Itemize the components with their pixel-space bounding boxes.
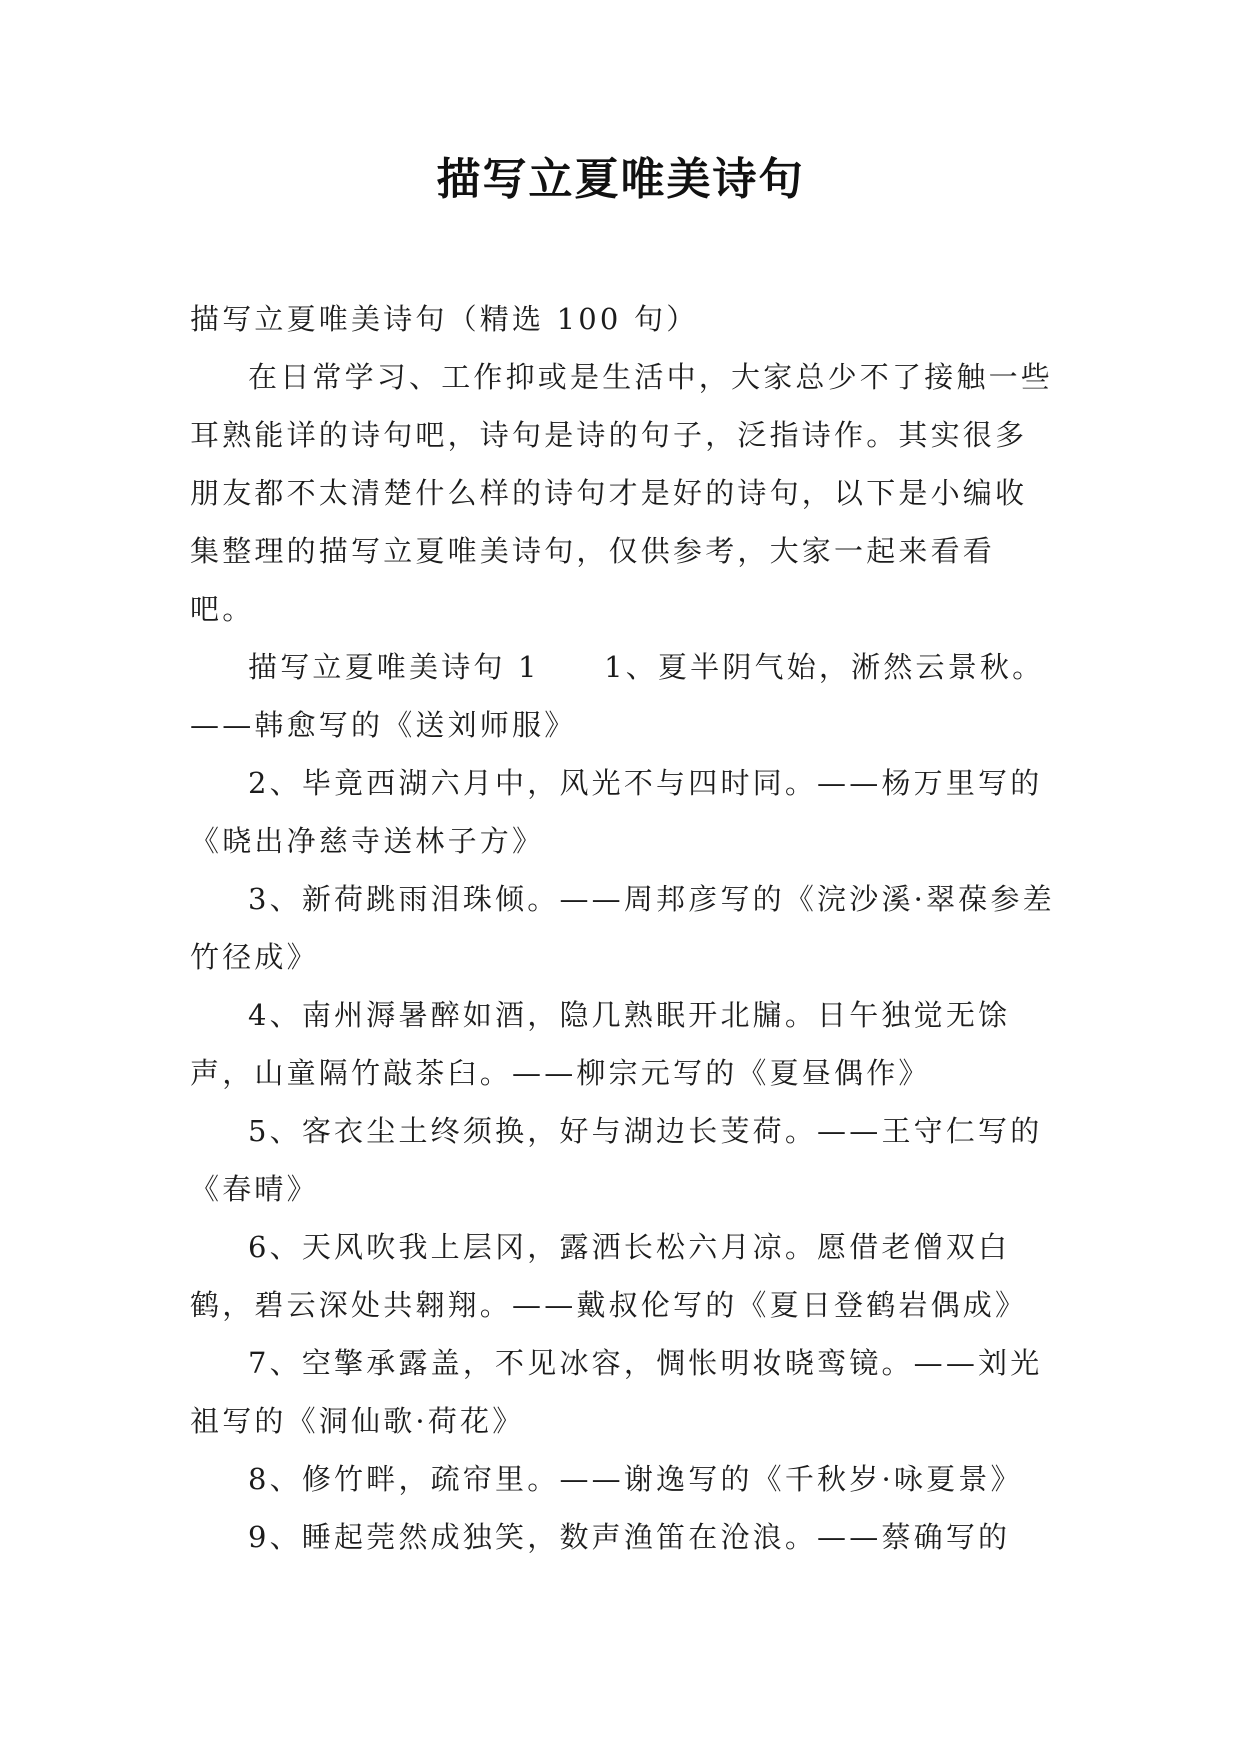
poem-item: 8、修竹畔，疏帘里。——谢逸写的《千秋岁·咏夏景》 [248,1462,1023,1496]
poem-item: 5、客衣尘土终须换，好与湖边长芰荷。——王守仁写的《春晴》 [190,1114,1043,1206]
poem-item: 7、空擎承露盖，不见冰容，惆怅明妆晓鸾镜。——刘光祖写的《洞仙歌·荷花》 [190,1346,1043,1438]
document-title: 描写立夏唯美诗句 [436,154,805,205]
poem-item: 3、新荷跳雨泪珠倾。——周邦彦写的《浣沙溪·翠葆参差竹径成》 [190,882,1055,974]
document-body [190,290,1055,1566]
poem-item: 4、南州溽暑醉如酒，隐几熟眠开北牖。日午独觉无馀声，山童隔竹敲茶臼。——柳宗元写的《夏昼偶作》 [190,998,1011,1090]
poem-item: 描写立夏唯美诗句 1 1、夏半阴气始，淅然云景秋。——韩愈写的《送刘师服》 [190,650,1045,742]
poem-item: 9、睡起莞然成独笑，数声渔笛在沧浪。——蔡确写的 [248,1520,1011,1554]
intro-paragraph: 在日常学习、工作抑或是生活中，大家总少不了接触一些耳熟能详的诗句吧，诗句是诗的句子，泛指诗作。其实很多朋友都不太清楚什么样的诗句才是好的诗句，以下是小编收集整理的描写立夏唯美诗句，仅供参考，大家一起来看看吧。 [190,360,1054,626]
poem-item: 2、毕竟西湖六月中，风光不与四时同。——杨万里写的《晓出净慈寺送林子方》 [190,766,1043,858]
poem-item: 6、天风吹我上层冈，露洒长松六月凉。愿借老僧双白鹤，碧云深处共翱翔。——戴叔伦写的《夏日登鹤岩偶成》 [190,1230,1028,1322]
document-subtitle: 描写立夏唯美诗句（精选 100 句） [190,302,699,336]
